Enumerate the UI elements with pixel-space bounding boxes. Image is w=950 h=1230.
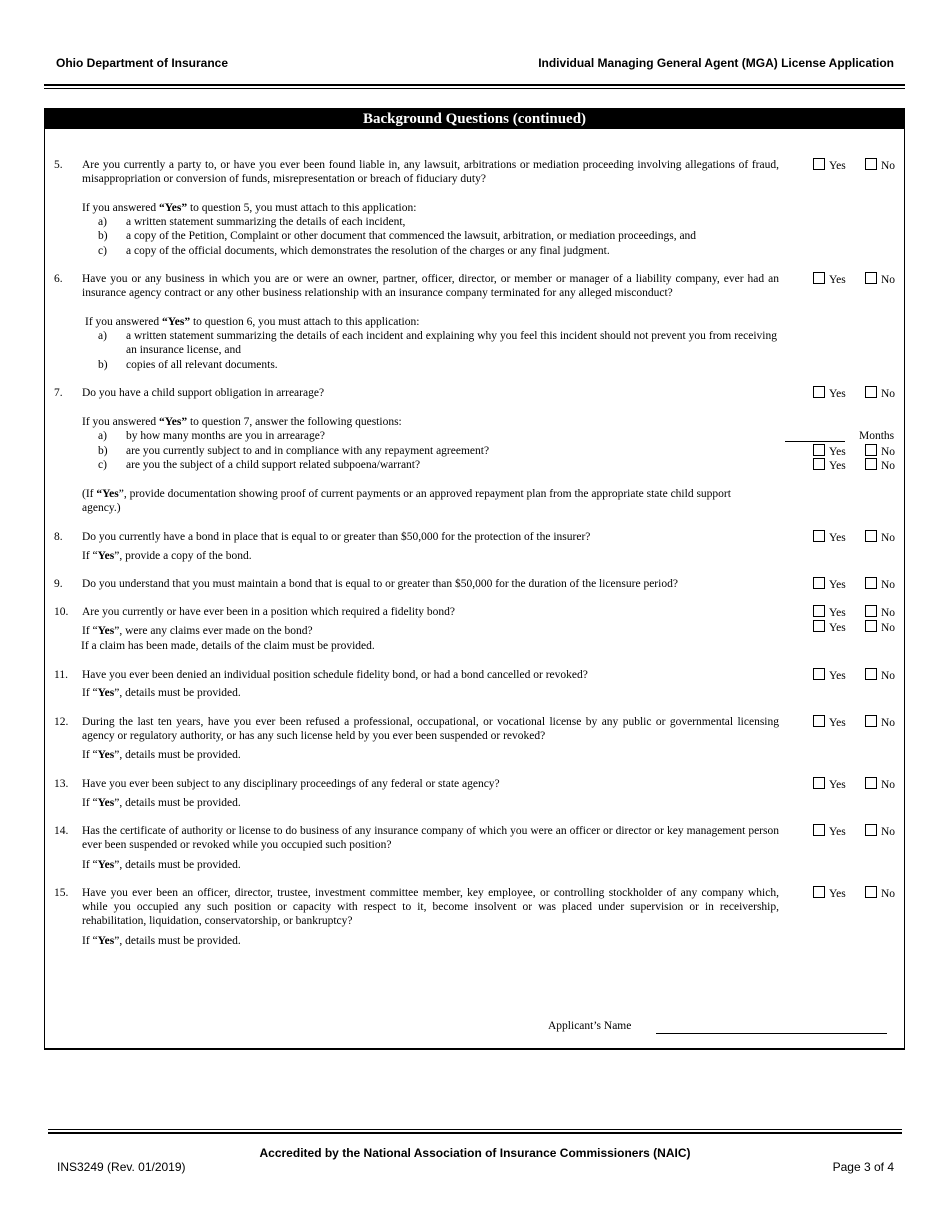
no-label: No — [881, 388, 896, 400]
q12-text: During the last ten years, have you ever been refused a professional, occupational, or vocational license by any public or governmental licensing agency or regulatory authority, or has any such license held by you ever been suspended or revoked? — [82, 716, 779, 743]
applicant-name-input[interactable] — [656, 1033, 887, 1034]
no-label: No — [881, 607, 896, 619]
no-label: No — [881, 888, 896, 900]
q8-number: 8. — [54, 531, 63, 543]
checkbox-icon — [865, 824, 877, 836]
checkbox-icon — [865, 458, 877, 470]
checkbox-icon — [865, 668, 877, 680]
yes-label: Yes — [829, 460, 846, 472]
checkbox-icon — [865, 715, 877, 727]
q10-follow-up: If “Yes”, were any claims ever made on the bond? — [82, 625, 313, 637]
q7-number: 7. — [54, 387, 63, 399]
q11-text: Have you ever been denied an individual position schedule fidelity bond, or had a bond cancelled or revoked? — [82, 669, 588, 681]
no-label: No — [881, 446, 896, 458]
footer-page-number: Page 3 of 4 — [832, 1160, 894, 1174]
footer-form-id: INS3249 (Rev. 01/2019) — [57, 1160, 186, 1174]
header-rule-thin — [44, 88, 905, 89]
q6-no-checkbox[interactable] — [865, 272, 895, 287]
yes-label: Yes — [829, 607, 846, 619]
yes-label: Yes — [829, 670, 846, 682]
q10-claims-yes-checkbox[interactable] — [813, 620, 846, 635]
q8-text: Do you currently have a bond in place that is equal to or greater than $50,000 for the protection of the insurer? — [82, 531, 591, 543]
q11-no-checkbox[interactable] — [865, 668, 895, 683]
q14-number: 14. — [54, 825, 69, 837]
yes-label: Yes — [829, 388, 846, 400]
yes-label: Yes — [829, 779, 846, 791]
q8-follow-up: If “Yes”, provide a copy of the bond. — [82, 550, 252, 562]
q15-no-checkbox[interactable] — [865, 886, 895, 901]
q12-follow-up: If “Yes”, details must be provided. — [82, 749, 241, 761]
q14-yes-checkbox[interactable] — [813, 824, 846, 839]
checkbox-icon — [813, 458, 825, 470]
yes-label: Yes — [829, 532, 846, 544]
yes-label: Yes — [829, 717, 846, 729]
footer-rule — [48, 1129, 902, 1130]
q5-yes-checkbox[interactable] — [813, 158, 846, 173]
q7-item-a-letter: a) — [98, 430, 107, 442]
q11-follow-up: If “Yes”, details must be provided. — [82, 687, 241, 699]
checkbox-icon — [813, 620, 825, 632]
q12-number: 12. — [54, 716, 69, 728]
footer-accreditation: Accredited by the National Association of Insurance Commissioners (NAIC) — [259, 1146, 691, 1160]
yes-label: Yes — [829, 160, 846, 172]
q7c-no-checkbox[interactable] — [865, 458, 895, 473]
q9-yes-checkbox[interactable] — [813, 577, 846, 592]
q14-follow-up: If “Yes”, details must be provided. — [82, 859, 241, 871]
checkbox-icon — [813, 886, 825, 898]
q7-yes-checkbox[interactable] — [813, 386, 846, 401]
q5-no-checkbox[interactable] — [865, 158, 895, 173]
q9-number: 9. — [54, 578, 63, 590]
section-title: Background Questions (continued) — [45, 109, 904, 129]
q9-no-checkbox[interactable] — [865, 577, 895, 592]
q7-months-input[interactable] — [785, 441, 845, 442]
q10-claim-details: If a claim has been made, details of the claim must be provided. — [81, 640, 375, 652]
q11-yes-checkbox[interactable] — [813, 668, 846, 683]
q8-yes-checkbox[interactable] — [813, 530, 846, 545]
checkbox-icon — [813, 444, 825, 456]
checkbox-icon — [865, 158, 877, 170]
q5-item-b: a copy of the Petition, Complaint or other document that commenced the lawsuit, arbitration, or mediation proceedings, and — [126, 230, 697, 242]
no-label: No — [881, 622, 896, 634]
checkbox-icon — [865, 577, 877, 589]
q15-follow-up: If “Yes”, details must be provided. — [82, 935, 241, 947]
checkbox-icon — [813, 158, 825, 170]
checkbox-icon — [813, 530, 825, 542]
yes-label: Yes — [829, 826, 846, 838]
checkbox-icon — [813, 386, 825, 398]
checkbox-icon — [813, 668, 825, 680]
q5-item-b-letter: b) — [98, 230, 108, 242]
q7-item-c: are you the subject of a child support related subpoena/warrant? — [126, 459, 421, 471]
yes-label: Yes — [829, 622, 846, 634]
q7-item-a: by how many months are you in arrearage? — [126, 430, 325, 442]
no-label: No — [881, 460, 896, 472]
q10-yes-checkbox[interactable] — [813, 605, 846, 620]
no-label: No — [881, 717, 896, 729]
checkbox-icon — [865, 530, 877, 542]
q10-claims-no-checkbox[interactable] — [865, 620, 895, 635]
no-label: No — [881, 532, 896, 544]
q7-no-checkbox[interactable] — [865, 386, 895, 401]
no-label: No — [881, 779, 896, 791]
checkbox-icon — [865, 605, 877, 617]
q13-yes-checkbox[interactable] — [813, 777, 846, 792]
q6-item-b-letter: b) — [98, 359, 108, 371]
yes-label: Yes — [829, 888, 846, 900]
checkbox-icon — [813, 577, 825, 589]
q10-no-checkbox[interactable] — [865, 605, 895, 620]
q13-no-checkbox[interactable] — [865, 777, 895, 792]
checkbox-icon — [865, 777, 877, 789]
checkbox-icon — [813, 272, 825, 284]
q7-instructions: If you answered “Yes” to question 7, answer the following questions: — [82, 416, 402, 428]
q15-yes-checkbox[interactable] — [813, 886, 846, 901]
q5-item-c-letter: c) — [98, 245, 107, 257]
applicant-name-label: Applicant’s Name — [548, 1020, 632, 1032]
no-label: No — [881, 274, 896, 286]
q10-text: Are you currently or have ever been in a position which required a fidelity bond? — [82, 606, 455, 618]
checkbox-icon — [813, 824, 825, 836]
q5-item-c: a copy of the official documents, which demonstrates the resolution of the charges or any final judgment. — [126, 245, 610, 257]
no-label: No — [881, 579, 896, 591]
yes-label: Yes — [829, 579, 846, 591]
q5-number: 5. — [54, 159, 63, 171]
q15-text: Have you ever been an officer, director, trustee, investment committee member, key employee, or controlling stockholder of any company which, while you occupied any such position or capacity with respect to it, become insolvent or was placed under supervision or in receivership, rehabilitation, liquidation, conservatorship, or bankruptcy? — [82, 887, 779, 928]
q14-no-checkbox[interactable] — [865, 824, 895, 839]
no-label: No — [881, 670, 896, 682]
yes-label: Yes — [829, 274, 846, 286]
q7-note: (If “Yes”, provide documentation showing proof of current payments or an approved repayment plan from the appropriate state child support agency.) — [82, 488, 731, 515]
q6-instructions: If you answered “Yes” to question 6, you must attach to this application: — [85, 316, 420, 328]
q10-number: 10. — [54, 606, 69, 618]
q5-text: Are you currently a party to, or have you ever been found liable in, any lawsuit, arbitrations or mediation proceeding involving allegations of fraud, misappropriation or conversion of funds, misrepresentation or breach of fiduciary duty? — [82, 159, 779, 186]
q11-number: 11. — [54, 669, 68, 681]
q13-text: Have you ever been subject to any disciplinary proceedings of any federal or state agency? — [82, 778, 500, 790]
q6-item-a-letter: a) — [98, 330, 107, 342]
q9-text: Do you understand that you must maintain a bond that is equal to or greater than $50,000 for the duration of the licensure period? — [82, 578, 678, 590]
header-agency: Ohio Department of Insurance — [56, 56, 229, 70]
q7b-no-checkbox[interactable] — [865, 444, 895, 459]
q6-number: 6. — [54, 273, 63, 285]
header-rule — [44, 84, 905, 86]
q5-item-a-letter: a) — [98, 216, 107, 228]
q6-yes-checkbox[interactable] — [813, 272, 846, 287]
footer-rule-thick — [48, 1132, 902, 1134]
checkbox-icon — [813, 715, 825, 727]
q13-number: 13. — [54, 778, 69, 790]
yes-label: Yes — [829, 446, 846, 458]
q12-yes-checkbox[interactable] — [813, 715, 846, 730]
q6-item-b: copies of all relevant documents. — [126, 359, 278, 371]
background-questions-box — [44, 108, 905, 1050]
checkbox-icon — [865, 272, 877, 284]
q8-no-checkbox[interactable] — [865, 530, 895, 545]
q7-text: Do you have a child support obligation in arrearage? — [82, 387, 325, 399]
q7-item-b-letter: b) — [98, 445, 108, 457]
checkbox-icon — [865, 386, 877, 398]
checkbox-icon — [865, 886, 877, 898]
q7-item-b: are you currently subject to and in compliance with any repayment agreement? — [126, 445, 490, 457]
checkbox-icon — [813, 777, 825, 789]
q7-item-c-letter: c) — [98, 459, 107, 471]
header-form-title: Individual Managing General Agent (MGA) License Application — [538, 56, 894, 70]
q14-text: Has the certificate of authority or license to do business of any insurance company of which you were an officer or director or key management person ever been suspended or revoked while you occupied such position? — [82, 825, 779, 852]
q6-item-a: a written statement summarizing the details of each incident and explaining why you feel this incident should not prevent you from receiving an insurance license, and — [126, 330, 777, 357]
q5-instructions: If you answered “Yes” to question 5, you must attach to this application: — [82, 202, 417, 214]
q5-item-a: a written statement summarizing the details of each incident, — [126, 216, 406, 228]
q7b-yes-checkbox[interactable] — [813, 444, 846, 459]
no-label: No — [881, 826, 896, 838]
checkbox-icon — [865, 620, 877, 632]
q12-no-checkbox[interactable] — [865, 715, 895, 730]
q13-follow-up: If “Yes”, details must be provided. — [82, 797, 241, 809]
q15-number: 15. — [54, 887, 69, 899]
checkbox-icon — [865, 444, 877, 456]
q7-months-label: Months — [859, 430, 895, 442]
q7c-yes-checkbox[interactable] — [813, 458, 846, 473]
checkbox-icon — [813, 605, 825, 617]
q6-text: Have you or any business in which you are or were an owner, partner, officer, director, or member or manager of a liability company, ever had an insurance agency contract or any other business relationship with an insurance company terminated for any alleged misconduct? — [82, 273, 779, 300]
no-label: No — [881, 160, 896, 172]
